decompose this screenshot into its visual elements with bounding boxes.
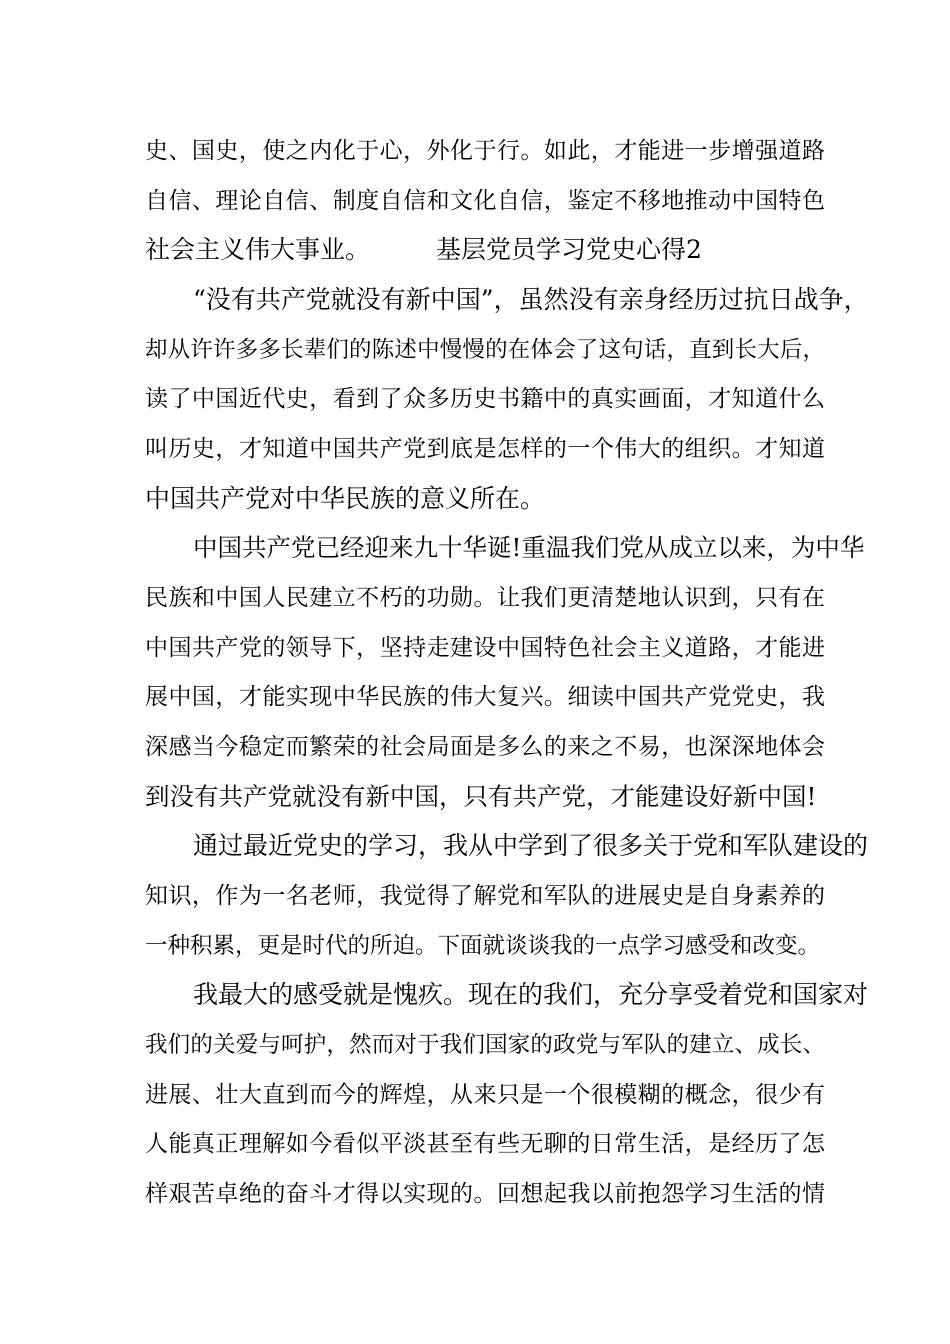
text-line: 读了中国近代史，看到了众多历史书籍中的真实画面，才知道什么 [145,386,825,412]
text-line: 通过最近党史的学习，我从中学到了很多关于党和军队建设的 [193,831,869,860]
text-line: 中国共产党已经迎来九十华诞!重温我们党从成立以来，为中华 [193,533,865,562]
text-line: 民族和中国人民建立不朽的功勋。让我们更清楚地认识到，只有在 [145,585,825,611]
text-line: “没有共产党就没有新中国”，虽然没有亲身经历过抗日战争， [193,285,869,314]
text-line: 却从许许多多长辈们的陈述中慢慢的在体会了这句话，直到长大后， [145,337,825,363]
text-line: 自信、理论自信、制度自信和文化自信，鉴定不移地推动中国特色 [145,188,825,214]
text-line-with-heading [145,232,825,268]
text-line: 我们的关爱与呵护，然而对于我们国家的政党与军队的建立、成长、 [145,1032,825,1058]
text-line: 一种积累，更是时代的所迫。下面就谈谈我的一点学习感受和改变。 [145,933,821,959]
text-line: 叫历史，才知道中国共产党到底是怎样的一个伟大的组织。才知道 [145,436,825,462]
text-line: 展中国，才能实现中华民族的伟大复兴。细读中国共产党党史，我 [145,684,825,710]
text-line: 中国共产党的领导下，坚持走建设中国特色社会主义道路，才能进 [145,635,825,661]
text-line: 知识，作为一名老师，我觉得了解党和军队的进展史是自身素养的 [145,883,825,909]
text-line: 史、国史，使之内化于心，外化于行。如此，才能进一步增强道路 [145,138,825,164]
text-line: 我最大的感受就是愧疚。现在的我们，充分享受着党和国家对 [193,980,869,1009]
section-heading: 基层党员学习党史心得2 [436,235,702,264]
text-line: 进展、壮大直到而今的辉煌，从来只是一个很模糊的概念，很少有 [145,1082,825,1108]
paragraph-end-text: 社会主义伟大事业。 [145,235,371,264]
text-line: 深感当今稳定而繁荣的社会局面是多么的来之不易，也深深地体会 [145,734,825,760]
text-line: 中国共产党对中华民族的意义所在。 [145,484,546,513]
text-line: 人能真正理解如今看似平淡甚至有些无聊的日常生活，是经历了怎 [145,1131,825,1157]
text-line: 样艰苦卓绝的奋斗才得以实现的。回想起我以前抱怨学习生活的情 [145,1181,825,1207]
text-line: 到没有共产党就没有新中国，只有共产党，才能建设好新中国! [145,782,817,811]
